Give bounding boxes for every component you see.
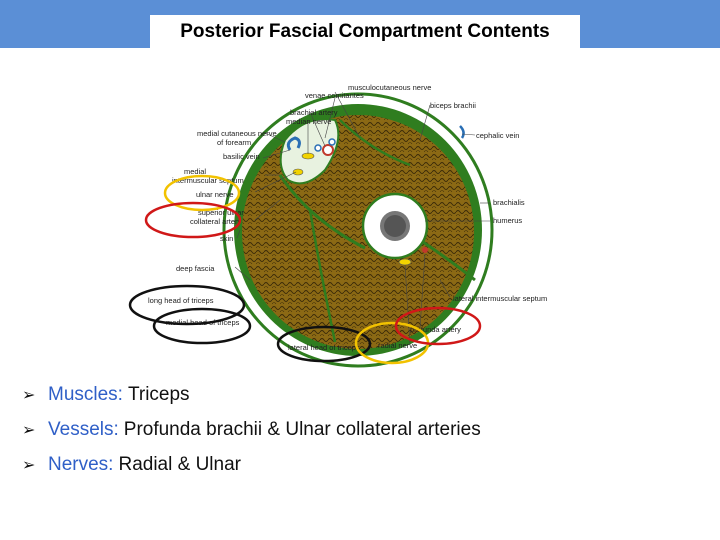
label-humerus: humerus [493,216,523,225]
label-lateral-septum: lateral intermuscular septum [453,294,548,303]
label-median-nerve: median nerve [286,117,332,126]
label-musculocutaneous-nerve: musculocutaneous nerve [348,83,432,92]
label-brachialis: brachialis [493,198,525,207]
label-basilic-vein: basilic vein [223,152,260,161]
arm-cross-section-diagram [120,80,570,370]
bullet-key: Muscles: [48,384,123,405]
label-cephalic-vein: cephalic vein [476,131,520,140]
arrow-bullet-icon: ➢ [22,455,36,474]
bullet-vessels [22,419,702,454]
radial-nerve-mark [399,259,411,265]
label-intermuscular-septum: intermuscular septum [172,176,244,185]
label-profunda-artery: profunda artery [410,325,461,334]
bullet-key: Vessels: [48,419,119,440]
label-superior-ulnar: superior ulnar [198,208,244,217]
title-container [0,0,720,48]
bullet-nerves [22,454,702,489]
profunda-artery-mark [422,247,428,253]
label-of-forearm: of forearm [217,138,252,147]
label-lateral-head: lateral head of triceps [288,343,360,352]
label-skin: skin [220,234,234,243]
bullet-key: Nerves: [48,454,114,475]
ulnar-nerve-mark [293,169,303,175]
slide-title: Posterior Fascial Compartment Contents [150,15,580,49]
label-biceps-brachii: biceps brachii [430,101,476,110]
cephalic-vein-mark [460,126,464,138]
arrow-bullet-icon: ➢ [22,385,36,404]
label-collateral-artery: collateral artery [190,217,242,226]
label-long-head: long head of triceps [148,296,214,305]
muscle-mass [242,115,474,349]
arrow-bullet-icon: ➢ [22,420,36,439]
diagram-svg [120,80,570,370]
label-deep-fascia: deep fascia [176,264,215,273]
label-medial-head: medial head of triceps [166,318,240,327]
label-radial-nerve: radial nerve [378,341,418,350]
label-medial: medial [184,167,207,176]
label-brachial-artery: brachial artery [290,108,338,117]
bullet-value: Triceps [127,384,190,405]
label-ulnar-nerve: ulnar nerve [196,190,234,199]
bullet-value: Radial & Ulnar [118,454,241,475]
label-medial-cutaneous-nerve: medial cutaneous nerve [197,129,277,138]
bullet-value: Profunda brachii & Ulnar collateral arteries [123,419,481,440]
label-venae-comitantes: venae comitantes [305,91,364,100]
bullet-list [22,384,702,489]
bullet-muscles [22,384,702,419]
brachial-artery-mark [323,145,333,155]
